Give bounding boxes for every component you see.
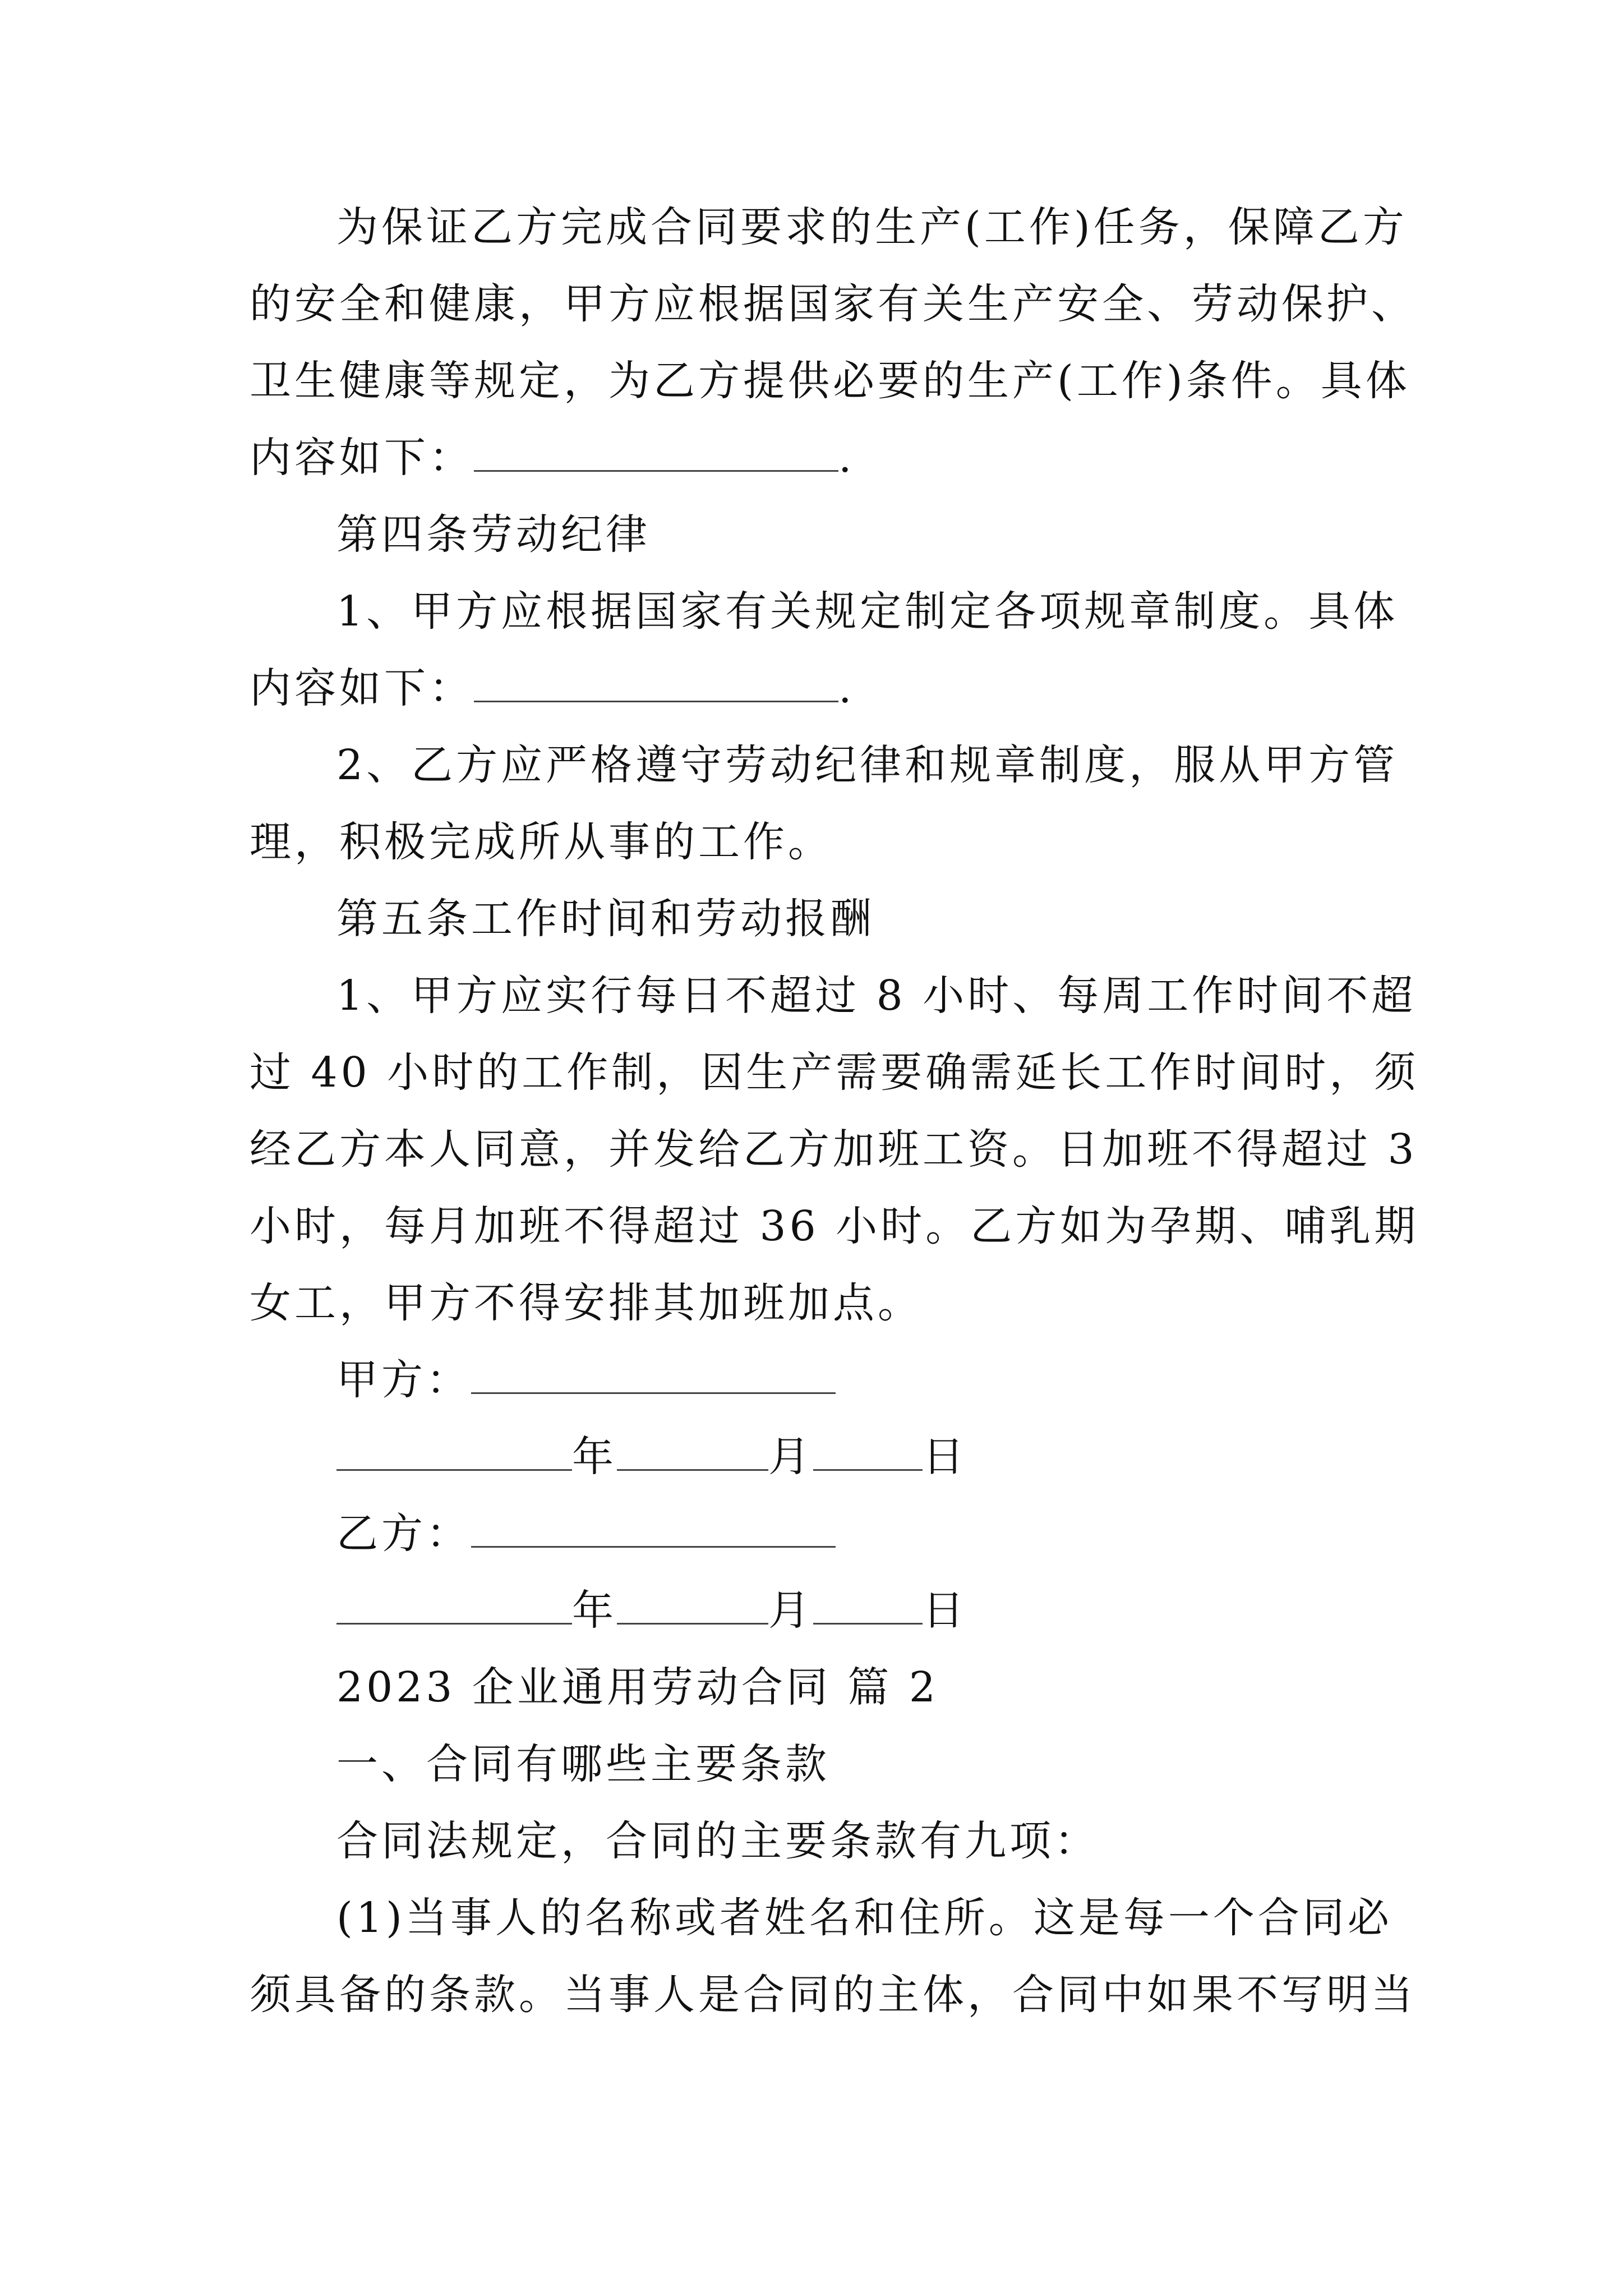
paragraph-line [336,1890,1393,1946]
day-blank [813,1434,923,1471]
month-blank [617,1588,768,1625]
text: . [838,434,855,482]
text: 第五条工作时间和劳动报酬 [336,895,875,943]
fill-in-blank [474,666,838,702]
text: 女工，甲方不得安排其加班加点。 [250,1279,923,1327]
paragraph-line [250,814,833,870]
text: 经乙方本人同意，并发给乙方加班工资。日加班不得超过 3 [250,1125,1418,1174]
paragraph-line [250,1275,923,1331]
text: . [838,664,855,712]
day-blank [813,1588,923,1625]
paragraph-line [336,583,1398,639]
fill-in-blank [474,435,838,472]
signature-party-b [336,1506,836,1562]
text: 的安全和健康，甲方应根据国家有关生产安全、劳动保护、 [250,280,1416,328]
year-blank [336,1588,572,1625]
paragraph-line [250,1121,1418,1177]
signature-date-b [336,1582,967,1639]
text: 第四条劳动纪律 [336,510,651,559]
text: 理，积极完成所从事的工作。 [250,818,833,866]
month-label: 月 [768,1586,813,1635]
paragraph-line [250,1198,1419,1254]
party-a-blank [471,1358,836,1394]
party-b-label: 乙方： [336,1510,471,1558]
year-blank [336,1434,572,1471]
paragraph-line [250,276,1416,332]
text: 小时，每月加班不得超过 36 小时。乙方如为孕期、哺乳期 [250,1202,1419,1250]
month-blank [617,1434,768,1471]
paragraph-line [336,968,1416,1024]
text: 内容如下： [250,664,474,712]
text: 一、合同有哪些主要条款 [336,1740,830,1788]
signature-party-a [336,1352,836,1408]
section-heading [336,507,651,563]
text: 过 40 小时的工作制，因生产需要确需延长工作时间时，须 [250,1048,1419,1097]
paragraph-line [336,199,1408,255]
party-b-blank [471,1511,836,1548]
paragraph-line [250,353,1410,409]
day-label: 日 [923,1433,967,1481]
paragraph-line [250,1967,1416,2023]
text: 为保证乙方完成合同要求的生产(工作)任务，保障乙方 [336,203,1408,251]
signature-date-a [336,1429,967,1485]
day-label: 日 [923,1586,967,1635]
text: 2、乙方应严格遵守劳动纪律和规章制度，服从甲方管 [336,741,1399,789]
year-label: 年 [572,1433,617,1481]
text: (1)当事人的名称或者姓名和住所。这是每一个合同必 [336,1894,1393,1942]
paragraph-line [336,737,1398,793]
party-a-label: 甲方： [336,1356,471,1404]
paragraph-line [250,1045,1419,1101]
section-heading [336,891,875,947]
month-label: 月 [768,1433,813,1481]
text: 内容如下： [250,434,474,482]
document-title [336,1659,939,1715]
text: 合同法规定，合同的主要条款有九项： [336,1817,1099,1865]
section-heading [336,1736,830,1792]
text: 1、甲方应根据国家有关规定制定各项规章制度。具体 [336,587,1399,636]
text: 1、甲方应实行每日不超过 8 小时、每周工作时间不超 [336,972,1417,1020]
year-label: 年 [572,1586,617,1635]
text: 卫生健康等规定，为乙方提供必要的生产(工作)条件。具体 [250,357,1410,405]
paragraph-line [250,430,855,486]
paragraph-line [336,1813,1099,1869]
text: 须具备的条款。当事人是合同的主体，合同中如果不写明当 [250,1971,1416,2019]
paragraph-line [250,660,855,716]
text: 2023 企业通用劳动合同 篇 2 [336,1663,939,1711]
